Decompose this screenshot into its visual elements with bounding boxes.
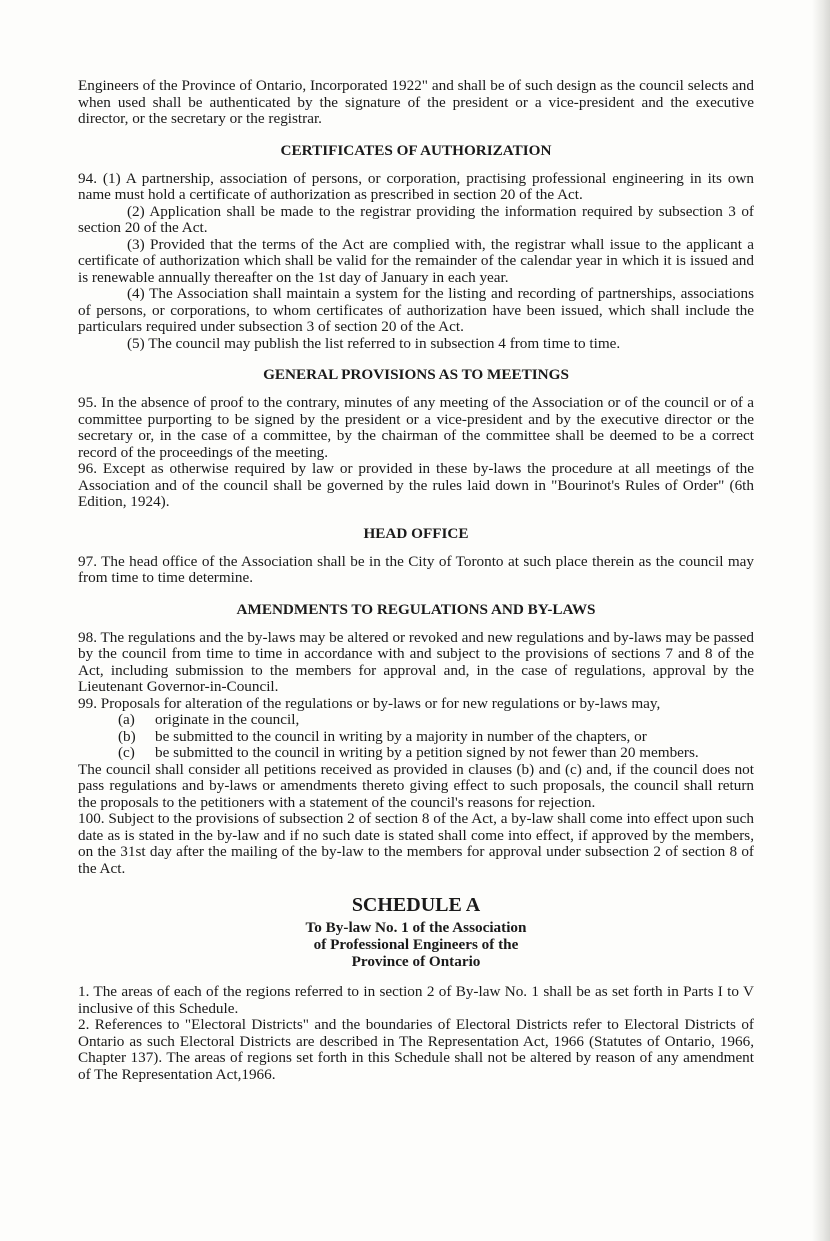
clause-text: be submitted to the council in writing by a petition signed by not fewer than 20 members. — [155, 744, 699, 761]
paragraph-94-3: (3) Provided that the terms of the Act are complied with, the registrar whall issue to the applicant a certificate of authorization which shall be valid for the remainder of the calendar year in which it is issued and is renewable annually thereafter on the 1st day of January in each year. — [78, 235, 754, 286]
paragraph-99-tail: The council shall consider all petitions received as provided in clauses (b) and (c) and, if the council does not pass regulations and by-laws or amendments thereto giving effect to such proposals, the council shall return the proposals to the petitioners with a statement of the council's reasons for rejection. — [78, 760, 754, 811]
paragraph-100: 100. Subject to the provisions of subsection 2 of section 8 of the Act, a by-law shall come into effect upon such date as is stated in the by-law and if no such date is stated shall come into effect, if approved by the members, on the 31st day after the mailing of the by-law to the members for approval under subsection 2 of section 8 of the Act. — [78, 810, 754, 877]
schedule-subtitle-line1: To By-law No. 1 of the Association — [305, 919, 527, 936]
clause-label: (b) — [118, 727, 136, 745]
heading-meetings: GENERAL PROVISIONS AS TO MEETINGS — [263, 366, 569, 383]
clause-text: be submitted to the council in writing by a majority in number of the chapters, or — [155, 727, 647, 745]
paragraph-94-5: (5) The council may publish the list referred to in subsection 4 from time to time. — [127, 334, 621, 352]
clause-text: originate in the council, — [155, 711, 300, 728]
list-item — [118, 729, 754, 746]
paragraph-94-1: 94. (1) A partnership, association of persons, or corporation, practising professional engineering in its own name must hold a certificate of authorization as prescribed in section 20 of the Act. — [78, 169, 754, 203]
heading-certificates: CERTIFICATES OF AUTHORIZATION — [280, 141, 552, 159]
clause-label: (a) — [118, 711, 135, 728]
schedule-subtitle-line2: of Professional Engineers of the — [313, 936, 519, 953]
clause-label: (c) — [118, 744, 135, 761]
heading-head-office: HEAD OFFICE — [363, 524, 469, 542]
paragraph-94-2: (2) Application shall be made to the registrar providing the information required by subsection 3 of section 20 of the Act. — [78, 202, 754, 236]
list-item — [118, 745, 754, 762]
clause-list — [78, 712, 754, 762]
paragraph-94-4: (4) The Association shall maintain a system for the listing and recording of partnerships, associations of persons, or corporations, to whom certificates of authorization have been issued, which shall include the particulars required under subsection 3 of section 20 of the Act. — [78, 285, 754, 335]
intro-paragraph: Engineers of the Province of Ontario, Incorporated 1922" and shall be of such design as the council selects and when used shall be authenticated by the signature of the president or a vice-president and the executive director, or the secretary or the registrar. — [78, 77, 754, 127]
page-edge-shadow — [812, 0, 830, 1241]
paragraph-97: 97. The head office of the Association shall be in the City of Toronto at such place therein as the council may from time to time determine. — [78, 552, 754, 586]
schedule-title: SCHEDULE A — [351, 894, 481, 916]
paragraph-96: 96. Except as otherwise required by law or provided in these by-laws the procedure at all meetings of the Association and of the council shall be governed by the rules laid down in "Bourinot's Rules of Order" (6th Edition, 1924). — [78, 460, 754, 510]
schedule-paragraph-2: 2. References to "Electoral Districts" and the boundaries of Electoral Districts refer to Electoral Districts of Ontario as such Electoral Districts are described in The Representation Act, 1966 (Statutes of Ontario, 1966, Chapter 137). The areas of regions set forth in this Schedule shall not be altered by reason of any amendment of The Representation Act,1966. — [78, 1016, 754, 1083]
heading-amendments: AMENDMENTS TO REGULATIONS AND BY-LAWS — [236, 600, 596, 618]
paragraph-99: 99. Proposals for alteration of the regulations or by-laws or for new regulations or by-laws may, — [78, 694, 661, 712]
paragraph-98: 98. The regulations and the by-laws may be altered or revoked and new regulations and by-laws may be passed by the council from time to time in accordance with and subject to the provisions of sections 7 and 8 of the Act, including submission to the members for approval and, in the case of regulations, approval by the Lieutenant Governor-in-Council. — [78, 628, 754, 695]
schedule-subtitle-line3: Province of Ontario — [351, 953, 481, 970]
paragraph-95: 95. In the absence of proof to the contrary, minutes of any meeting of the Association or of the council or of a committee purporting to be signed by the president or a vice-president and by the executive director or the secretary or, in the case of a committee, by the chairman of the committee shall be deemed to be a correct record of the proceedings of the meeting. — [78, 394, 754, 461]
list-item — [118, 712, 754, 729]
schedule-paragraph-1: 1. The areas of each of the regions referred to in section 2 of By-law No. 1 shall be as set forth in Parts I to V inclusive of this Schedule. — [78, 983, 754, 1017]
